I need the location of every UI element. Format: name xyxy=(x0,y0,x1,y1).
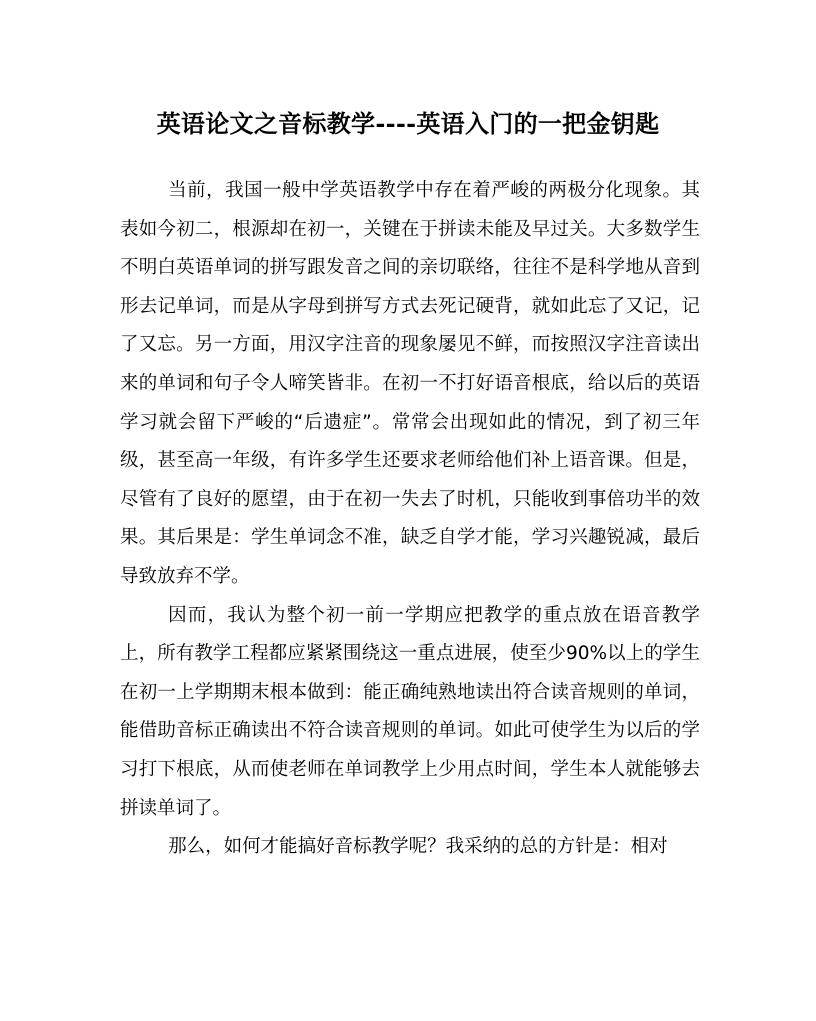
document-body xyxy=(120,172,700,867)
paragraph-3: 那么，如何才能搞好音标教学呢？我采纳的总的方针是：相对 xyxy=(168,836,668,858)
document-title: 英语论文之音标教学----英语入门的一把金钥匙 xyxy=(156,109,660,138)
paragraph-1: 当前，我国一般中学英语教学中存在着严峻的两极分化现象。其表如今初二，根源却在初一，关键在于拼读未能及早过关。大多数学生不明白英语单词的拼写跟发音之间的亲切联络，往往不是科学地从音到形去记单词，而是从字母到拼写方式去死记硬背，就如此忘了又记，记了又忘。另一方面，用汉字注音的现象屡见不鲜，而按照汉字注音读出来的单词和句子令人啼笑皆非。在初一不打好语音根底，给以后的英语学习就会留下严峻的“后遗症”。常常会出现如此的情况，到了初三年级，甚至高一年级，有许多学生还要求老师给他们补上语音课。但是，尽管有了良好的愿望，由于在初一失去了时机，只能收到事倍功半的效果。其后果是：学生单词念不准，缺乏自学才能，学习兴趣锐减，最后导致放弃不学。 xyxy=(120,180,700,587)
paragraph-2: 因而，我认为整个初一前一学期应把教学的重点放在语音教学上，所有教学工程都应紧紧围绕这一重点进展，使至少90%以上的学生在初一上学期期末根本做到：能正确纯熟地读出符合读音规则的单词，能借助音标正确读出不符合读音规则的单词。如此可使学生为以后的学习打下根底，从而使老师在单词教学上少用点时间，学生本人就能够去拼读单词了。 xyxy=(120,604,700,819)
